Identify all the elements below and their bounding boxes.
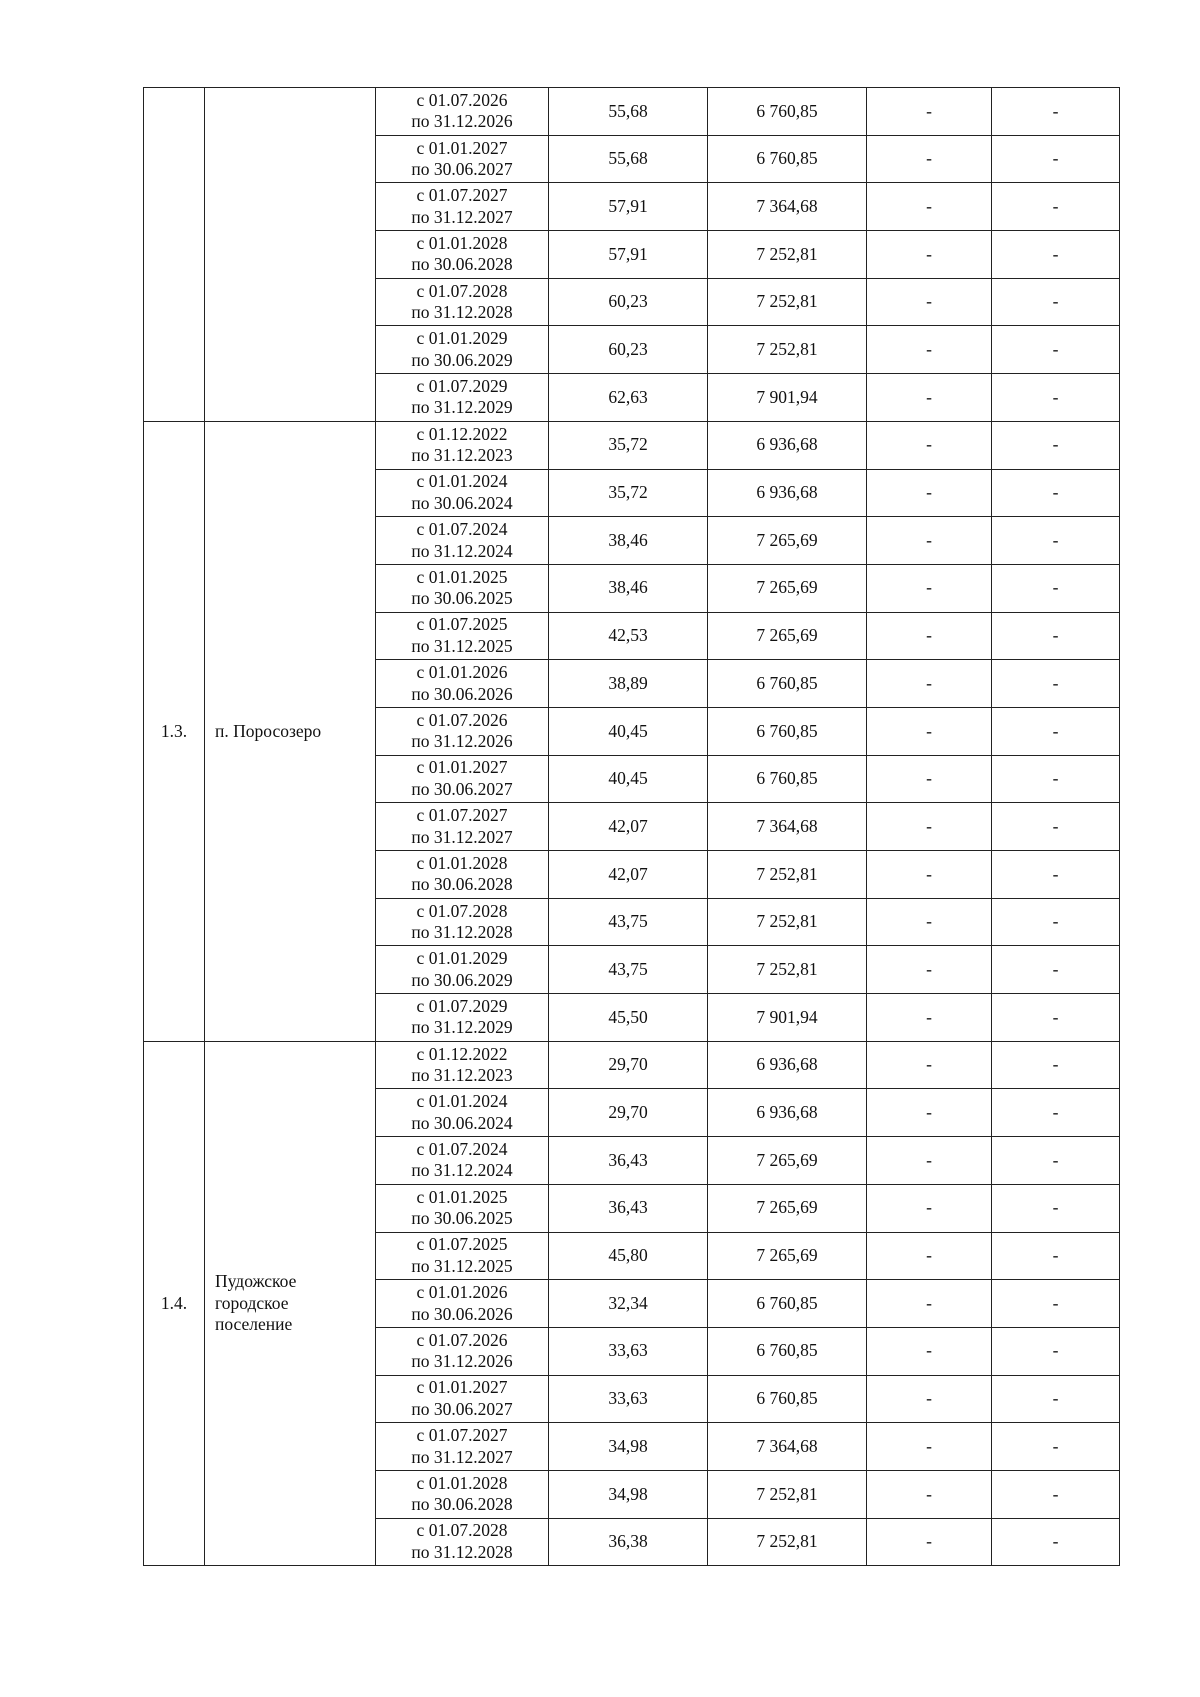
value2-cell: 6 760,85 xyxy=(708,135,867,183)
value2-cell: 7 252,81 xyxy=(708,1470,867,1518)
period-cell xyxy=(376,803,549,851)
period-cell xyxy=(376,517,549,565)
period-cell xyxy=(376,660,549,708)
period-cell xyxy=(376,898,549,946)
settlement-name-cell xyxy=(205,88,376,422)
value2-cell: 6 936,68 xyxy=(708,421,867,469)
value4-cell: - xyxy=(992,469,1120,517)
value3-cell: - xyxy=(867,1232,992,1280)
period-cell xyxy=(376,326,549,374)
value1-cell: 29,70 xyxy=(549,1089,708,1137)
value4-cell: - xyxy=(992,278,1120,326)
period-from: с 01.07.2024 xyxy=(416,519,508,540)
value1-cell: 60,23 xyxy=(549,326,708,374)
value4-cell: - xyxy=(992,755,1120,803)
period-cell xyxy=(376,1470,549,1518)
value4-cell: - xyxy=(992,1232,1120,1280)
period-from: с 01.01.2029 xyxy=(416,948,508,969)
value4-cell: - xyxy=(992,803,1120,851)
item-number-cell: 1.4. xyxy=(144,1041,205,1566)
value4-cell: - xyxy=(992,660,1120,708)
period-from: с 01.01.2027 xyxy=(416,137,508,158)
value4-cell: - xyxy=(992,1137,1120,1185)
value2-cell: 7 901,94 xyxy=(708,374,867,422)
value2-cell: 7 265,69 xyxy=(708,1137,867,1185)
value4-cell: - xyxy=(992,851,1120,899)
period-to: по 31.12.2026 xyxy=(411,731,513,752)
value1-cell: 36,38 xyxy=(549,1518,708,1566)
period-from: с 01.07.2026 xyxy=(416,709,508,730)
period-cell xyxy=(376,421,549,469)
value4-cell: - xyxy=(992,326,1120,374)
value2-cell: 7 901,94 xyxy=(708,994,867,1042)
period-to: по 30.06.2028 xyxy=(411,874,513,895)
value4-cell: - xyxy=(992,88,1120,136)
value2-cell: 6 760,85 xyxy=(708,707,867,755)
value3-cell: - xyxy=(867,660,992,708)
period-from: с 01.01.2028 xyxy=(416,1472,508,1493)
value1-cell: 55,68 xyxy=(549,135,708,183)
period-cell xyxy=(376,135,549,183)
value2-cell: 6 760,85 xyxy=(708,660,867,708)
period-from: с 01.07.2028 xyxy=(416,280,508,301)
value2-cell: 7 265,69 xyxy=(708,1184,867,1232)
value4-cell: - xyxy=(992,1423,1120,1471)
period-to: по 31.12.2025 xyxy=(411,635,513,656)
value2-cell: 6 760,85 xyxy=(708,755,867,803)
period-cell xyxy=(376,183,549,231)
value4-cell: - xyxy=(992,1184,1120,1232)
value3-cell: - xyxy=(867,803,992,851)
value4-cell: - xyxy=(992,1089,1120,1137)
period-from: с 01.07.2026 xyxy=(416,1329,508,1350)
value1-cell: 40,45 xyxy=(549,707,708,755)
value3-cell: - xyxy=(867,517,992,565)
value1-cell: 32,34 xyxy=(549,1280,708,1328)
period-from: с 01.07.2028 xyxy=(416,1520,508,1541)
value3-cell: - xyxy=(867,1423,992,1471)
period-cell xyxy=(376,374,549,422)
value4-cell: - xyxy=(992,183,1120,231)
period-from: с 01.01.2024 xyxy=(416,1091,508,1112)
period-to: по 30.06.2027 xyxy=(411,159,513,180)
value4-cell: - xyxy=(992,946,1120,994)
value3-cell: - xyxy=(867,612,992,660)
settlement-name-line: городское xyxy=(215,1292,289,1313)
period-from: с 01.01.2025 xyxy=(416,1186,508,1207)
value3-cell: - xyxy=(867,326,992,374)
value1-cell: 45,80 xyxy=(549,1232,708,1280)
value2-cell: 6 760,85 xyxy=(708,1280,867,1328)
value2-cell: 6 936,68 xyxy=(708,1041,867,1089)
value3-cell: - xyxy=(867,1327,992,1375)
period-to: по 30.06.2027 xyxy=(411,778,513,799)
period-from: с 01.01.2028 xyxy=(416,852,508,873)
table-row xyxy=(144,421,1120,469)
period-from: с 01.07.2025 xyxy=(416,614,508,635)
value1-cell: 38,46 xyxy=(549,564,708,612)
value2-cell: 6 936,68 xyxy=(708,1089,867,1137)
value1-cell: 33,63 xyxy=(549,1375,708,1423)
value4-cell: - xyxy=(992,994,1120,1042)
value2-cell: 6 936,68 xyxy=(708,469,867,517)
period-from: с 01.01.2028 xyxy=(416,232,508,253)
value2-cell: 7 364,68 xyxy=(708,183,867,231)
value3-cell: - xyxy=(867,1089,992,1137)
value2-cell: 7 252,81 xyxy=(708,1518,867,1566)
value3-cell: - xyxy=(867,994,992,1042)
period-from: с 01.07.2029 xyxy=(416,375,508,396)
period-cell xyxy=(376,1375,549,1423)
period-from: с 01.12.2022 xyxy=(416,423,508,444)
period-to: по 31.12.2023 xyxy=(411,1065,513,1086)
value2-cell: 7 265,69 xyxy=(708,564,867,612)
period-from: с 01.01.2025 xyxy=(416,566,508,587)
period-from: с 01.01.2027 xyxy=(416,1377,508,1398)
value3-cell: - xyxy=(867,851,992,899)
period-to: по 31.12.2029 xyxy=(411,1017,513,1038)
period-cell xyxy=(376,88,549,136)
value3-cell: - xyxy=(867,1375,992,1423)
period-cell xyxy=(376,1184,549,1232)
value3-cell: - xyxy=(867,1184,992,1232)
value4-cell: - xyxy=(992,1280,1120,1328)
period-to: по 31.12.2028 xyxy=(411,302,513,323)
period-to: по 31.12.2028 xyxy=(411,1541,513,1562)
value1-cell: 35,72 xyxy=(549,469,708,517)
period-from: с 01.12.2022 xyxy=(416,1043,508,1064)
value2-cell: 7 252,81 xyxy=(708,946,867,994)
value4-cell: - xyxy=(992,898,1120,946)
value3-cell: - xyxy=(867,755,992,803)
value4-cell: - xyxy=(992,1327,1120,1375)
value2-cell: 6 760,85 xyxy=(708,1327,867,1375)
item-number-cell xyxy=(144,88,205,422)
period-cell xyxy=(376,994,549,1042)
value3-cell: - xyxy=(867,1518,992,1566)
period-from: с 01.01.2024 xyxy=(416,471,508,492)
period-from: с 01.07.2027 xyxy=(416,1425,508,1446)
value3-cell: - xyxy=(867,374,992,422)
value1-cell: 60,23 xyxy=(549,278,708,326)
value3-cell: - xyxy=(867,1137,992,1185)
value2-cell: 7 265,69 xyxy=(708,1232,867,1280)
period-cell xyxy=(376,851,549,899)
value1-cell: 42,53 xyxy=(549,612,708,660)
value1-cell: 38,46 xyxy=(549,517,708,565)
period-to: по 30.06.2025 xyxy=(411,1208,513,1229)
item-number-cell: 1.3. xyxy=(144,421,205,1041)
period-to: по 30.06.2024 xyxy=(411,1112,513,1133)
period-from: с 01.07.2027 xyxy=(416,185,508,206)
value2-cell: 7 252,81 xyxy=(708,851,867,899)
period-cell xyxy=(376,231,549,279)
period-cell xyxy=(376,1137,549,1185)
period-from: с 01.07.2024 xyxy=(416,1138,508,1159)
period-to: по 31.12.2027 xyxy=(411,1446,513,1467)
value2-cell: 7 252,81 xyxy=(708,326,867,374)
period-cell xyxy=(376,755,549,803)
period-to: по 31.12.2026 xyxy=(411,111,513,132)
period-from: с 01.01.2029 xyxy=(416,328,508,349)
period-to: по 30.06.2026 xyxy=(411,683,513,704)
value3-cell: - xyxy=(867,946,992,994)
value4-cell: - xyxy=(992,707,1120,755)
value3-cell: - xyxy=(867,278,992,326)
period-to: по 30.06.2028 xyxy=(411,254,513,275)
period-cell xyxy=(376,278,549,326)
settlement-name-line: поселение xyxy=(215,1314,293,1335)
value3-cell: - xyxy=(867,564,992,612)
value1-cell: 42,07 xyxy=(549,851,708,899)
value1-cell: 35,72 xyxy=(549,421,708,469)
period-to: по 31.12.2024 xyxy=(411,540,513,561)
period-from: с 01.01.2026 xyxy=(416,662,508,683)
value3-cell: - xyxy=(867,1280,992,1328)
value1-cell: 29,70 xyxy=(549,1041,708,1089)
value4-cell: - xyxy=(992,231,1120,279)
period-cell xyxy=(376,1423,549,1471)
period-to: по 31.12.2027 xyxy=(411,826,513,847)
period-to: по 31.12.2029 xyxy=(411,397,513,418)
period-cell xyxy=(376,1280,549,1328)
value1-cell: 33,63 xyxy=(549,1327,708,1375)
value2-cell: 7 265,69 xyxy=(708,612,867,660)
period-to: по 30.06.2029 xyxy=(411,969,513,990)
period-cell xyxy=(376,1041,549,1089)
value3-cell: - xyxy=(867,898,992,946)
value4-cell: - xyxy=(992,135,1120,183)
value2-cell: 6 760,85 xyxy=(708,1375,867,1423)
value3-cell: - xyxy=(867,421,992,469)
period-from: с 01.01.2026 xyxy=(416,1282,508,1303)
value3-cell: - xyxy=(867,1041,992,1089)
period-cell xyxy=(376,707,549,755)
period-to: по 30.06.2029 xyxy=(411,349,513,370)
value2-cell: 7 252,81 xyxy=(708,898,867,946)
value1-cell: 62,63 xyxy=(549,374,708,422)
period-to: по 30.06.2028 xyxy=(411,1494,513,1515)
period-to: по 31.12.2028 xyxy=(411,922,513,943)
period-to: по 31.12.2027 xyxy=(411,206,513,227)
period-from: с 01.07.2029 xyxy=(416,995,508,1016)
period-to: по 30.06.2025 xyxy=(411,588,513,609)
period-cell xyxy=(376,946,549,994)
period-to: по 31.12.2023 xyxy=(411,445,513,466)
value3-cell: - xyxy=(867,135,992,183)
value1-cell: 42,07 xyxy=(549,803,708,851)
period-from: с 01.01.2027 xyxy=(416,757,508,778)
value1-cell: 36,43 xyxy=(549,1184,708,1232)
value1-cell: 36,43 xyxy=(549,1137,708,1185)
period-to: по 31.12.2026 xyxy=(411,1351,513,1372)
period-cell xyxy=(376,1089,549,1137)
tariff-table xyxy=(143,87,1120,1566)
value3-cell: - xyxy=(867,707,992,755)
value4-cell: - xyxy=(992,1518,1120,1566)
value1-cell: 38,89 xyxy=(549,660,708,708)
value3-cell: - xyxy=(867,183,992,231)
period-cell xyxy=(376,1518,549,1566)
period-from: с 01.07.2025 xyxy=(416,1234,508,1255)
settlement-name-cell xyxy=(205,1041,376,1566)
value3-cell: - xyxy=(867,231,992,279)
period-to: по 31.12.2025 xyxy=(411,1255,513,1276)
value1-cell: 43,75 xyxy=(549,898,708,946)
value1-cell: 45,50 xyxy=(549,994,708,1042)
period-from: с 01.07.2027 xyxy=(416,805,508,826)
value2-cell: 7 364,68 xyxy=(708,1423,867,1471)
value4-cell: - xyxy=(992,612,1120,660)
value4-cell: - xyxy=(992,1041,1120,1089)
period-to: по 31.12.2024 xyxy=(411,1160,513,1181)
value4-cell: - xyxy=(992,564,1120,612)
table-row xyxy=(144,88,1120,136)
period-from: с 01.07.2026 xyxy=(416,89,508,110)
period-to: по 30.06.2024 xyxy=(411,492,513,513)
value1-cell: 34,98 xyxy=(549,1470,708,1518)
value3-cell: - xyxy=(867,469,992,517)
value2-cell: 7 265,69 xyxy=(708,517,867,565)
value3-cell: - xyxy=(867,1470,992,1518)
value4-cell: - xyxy=(992,1375,1120,1423)
value2-cell: 6 760,85 xyxy=(708,88,867,136)
period-cell xyxy=(376,1327,549,1375)
period-to: по 30.06.2026 xyxy=(411,1303,513,1324)
value2-cell: 7 252,81 xyxy=(708,278,867,326)
table-row xyxy=(144,1041,1120,1089)
value2-cell: 7 364,68 xyxy=(708,803,867,851)
period-cell xyxy=(376,469,549,517)
value4-cell: - xyxy=(992,1470,1120,1518)
settlement-name-cell: п. Поросозеро xyxy=(205,421,376,1041)
value2-cell: 7 252,81 xyxy=(708,231,867,279)
period-cell xyxy=(376,1232,549,1280)
value1-cell: 55,68 xyxy=(549,88,708,136)
value3-cell: - xyxy=(867,88,992,136)
period-cell xyxy=(376,612,549,660)
value4-cell: - xyxy=(992,517,1120,565)
period-from: с 01.07.2028 xyxy=(416,900,508,921)
value1-cell: 57,91 xyxy=(549,231,708,279)
period-cell xyxy=(376,564,549,612)
value1-cell: 34,98 xyxy=(549,1423,708,1471)
value1-cell: 57,91 xyxy=(549,183,708,231)
settlement-name-line: Пудожское xyxy=(215,1271,297,1292)
value1-cell: 43,75 xyxy=(549,946,708,994)
value4-cell: - xyxy=(992,421,1120,469)
value4-cell: - xyxy=(992,374,1120,422)
period-to: по 30.06.2027 xyxy=(411,1398,513,1419)
value1-cell: 40,45 xyxy=(549,755,708,803)
